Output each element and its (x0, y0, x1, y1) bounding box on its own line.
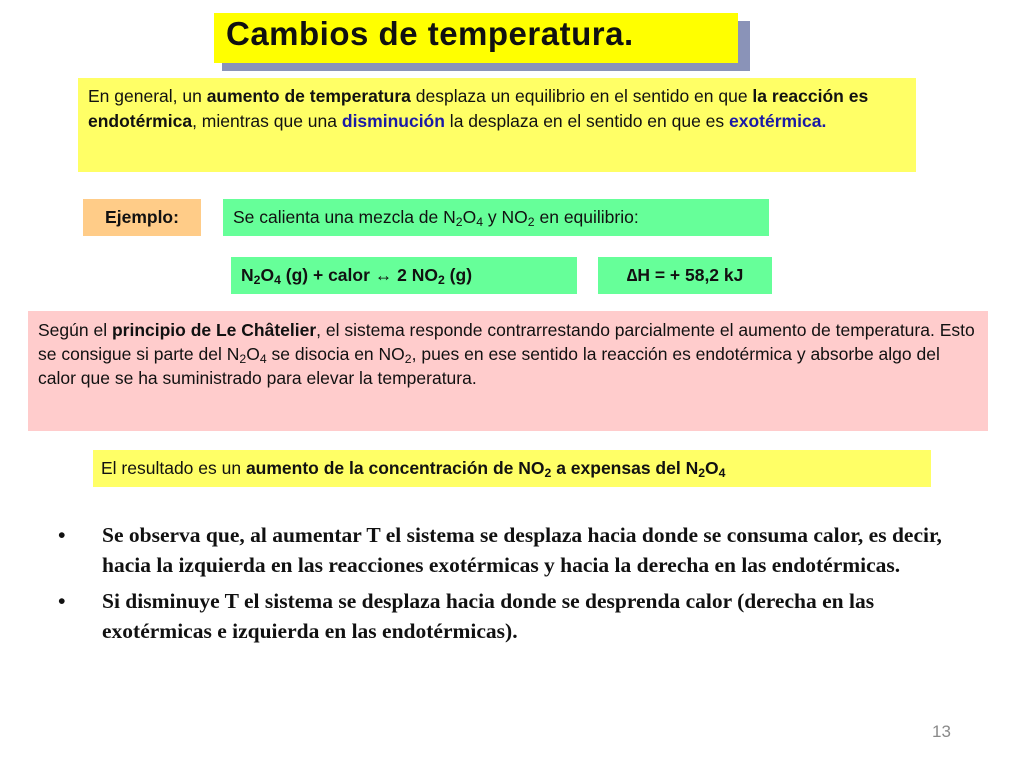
subscript: 4 (274, 273, 281, 288)
subscript: 4 (718, 466, 726, 481)
explanation-text: se disocia en NO (266, 344, 405, 364)
subscript: 2 (544, 466, 552, 481)
intro-paragraph (78, 78, 916, 172)
example-label: Ejemplo: (83, 199, 201, 236)
subscript: 2 (253, 273, 261, 288)
subscript: 2 (437, 273, 445, 288)
intro-emphasis: la reacción es endotérmica (88, 86, 869, 131)
reaction-equation (231, 257, 577, 294)
example-text-part: Se calienta una mezcla de N (233, 207, 456, 227)
page-title: Cambios de temperatura. (226, 15, 634, 52)
page-number: 13 (932, 722, 951, 741)
equation-part: (g) + calor ↔ 2 NO (280, 265, 438, 285)
bullet-item (56, 520, 956, 580)
example-text-part: y NO (483, 207, 528, 227)
bullet-marker: • (58, 523, 66, 547)
equation-part: (g) (444, 265, 473, 285)
explanation-emphasis: principio de Le Châtelier (111, 320, 317, 340)
intro-highlight: exotérmica. (729, 111, 827, 131)
equation-part: N (241, 265, 254, 285)
intro-emphasis: aumento de temperatura (206, 86, 411, 106)
subscript: 4 (259, 352, 267, 367)
intro-text: la desplaza en el sentido en que es (444, 111, 730, 131)
enthalpy-value: ∆H = + 58,2 kJ (598, 257, 772, 294)
subscript: 2 (239, 352, 247, 367)
result-text: El resultado es un (101, 458, 246, 478)
explanation-text: , el sistema responde contrarrestando parcialmente el aumento de temperatura. Esto se consigue si parte del N (38, 320, 975, 364)
result-emphasis: O (705, 458, 719, 478)
explanation-text: Según el (38, 320, 112, 340)
intro-text: desplaza un equilibrio en el sentido en que (410, 86, 753, 106)
intro-highlight: disminución (341, 111, 445, 131)
subscript: 2 (698, 466, 706, 481)
intro-text: En general, un (88, 86, 207, 106)
bullet-text: Se observa que, al aumentar T el sistema se desplaza hacia donde se consuma calor, es decir, hacia la izquierda en las reacciones exotérmicas y hacia la derecha en las endotérmicas. (102, 523, 942, 577)
subscript: 2 (404, 352, 412, 367)
bullet-text: Si disminuye T el sistema se desplaza hacia donde se desprenda calor (derecha en las exotérmicas e izquierda en las endotérmicas). (102, 589, 875, 643)
le-chatelier-explanation (28, 311, 988, 431)
example-text-part: O (462, 207, 477, 227)
subscript: 2 (527, 215, 535, 230)
explanation-text: , pues en ese sentido la reacción es endotérmica y absorbe algo del calor que se ha suministrado para elevar la temperatura. (38, 344, 940, 388)
equation-part: O (260, 265, 275, 285)
bullet-marker: • (58, 589, 66, 613)
subscript: 4 (476, 215, 484, 230)
explanation-text: O (246, 344, 260, 364)
subscript: 2 (455, 215, 463, 230)
bullet-list (56, 520, 956, 652)
intro-text: , mientras que una (192, 111, 342, 131)
result-emphasis: aumento de la concentración de NO (245, 458, 545, 478)
example-text (223, 199, 769, 236)
result-statement (93, 450, 931, 487)
result-emphasis: a expensas del N (551, 458, 699, 478)
example-text-part: en equilibrio: (534, 207, 639, 227)
bullet-item (56, 586, 956, 646)
